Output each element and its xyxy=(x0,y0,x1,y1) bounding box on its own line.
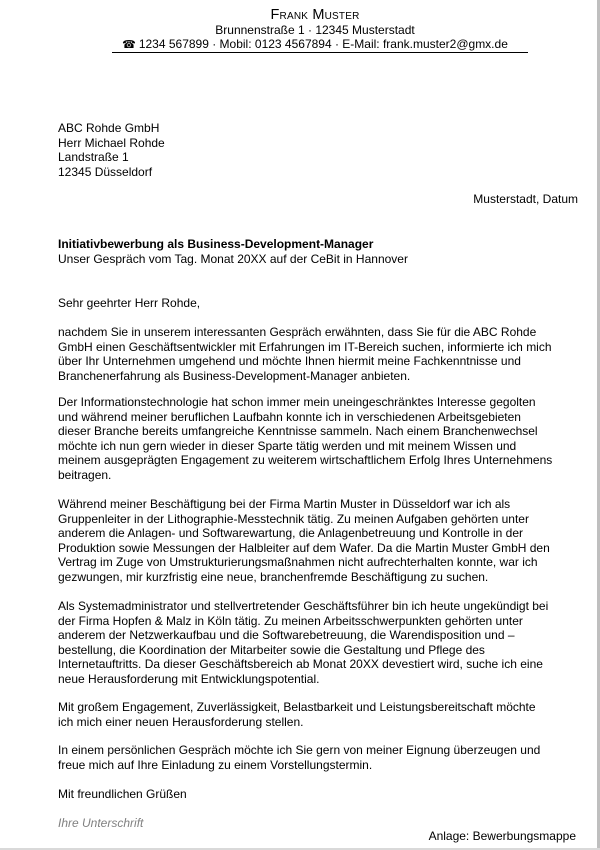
date-line: Musterstadt, Datum xyxy=(473,192,578,206)
letterhead-divider xyxy=(112,52,528,53)
paragraph-line: neue Herausforderung mit Entwicklungspotential. xyxy=(58,671,320,686)
paragraph-line: meinem ausgeprägten Engagement zu weiterem wirtschaftlichem Erfolg Ihres Unternehmens xyxy=(58,453,553,468)
paragraph-line: Der Informationstechnologie hat schon immer mein uneingeschränktes Interesse gegolten xyxy=(58,395,536,409)
paragraph-line: freue mich auf Ihre Einladung zu einem Vorstellungstermin. xyxy=(58,757,373,772)
subject-subtitle: Unser Gespräch vom Tag. Monat 20XX auf der CeBit in Hannover xyxy=(58,251,408,266)
paragraph-line: ich mich einer neuen Herausforderung stellen. xyxy=(58,714,304,729)
paragraph-line: Als Systemadministrator und stellvertretender Geschäftsführer bin ich heute ungekündigt bei xyxy=(58,599,549,613)
paragraph-line: beitragen. xyxy=(58,467,112,482)
recipient-address xyxy=(58,121,578,179)
paragraph-line: Während meiner Beschäftigung bei der Firma Martin Muster in Düsseldorf war ich als xyxy=(58,497,511,511)
paragraph-line: Branchenerfahrung als Business-Development-Manager anbieten. xyxy=(58,368,411,383)
salutation: Sehr geehrter Herr Rohde, xyxy=(58,296,201,310)
signature-placeholder: Ihre Unterschrift xyxy=(58,816,144,830)
paragraph-line: Internetauftritts. Da dieser Geschäftsbereich ab Monat 20XX devestiert wird, suche ich eine xyxy=(58,657,543,672)
subject xyxy=(58,237,578,266)
sender-name: Frank Muster xyxy=(270,7,360,23)
paragraph-line: möchte ich nun gern wieder in dieser Sparte tätig werden und mit meinem Wissen und xyxy=(58,438,517,453)
body-paragraph xyxy=(58,395,578,483)
body-paragraph xyxy=(58,599,578,687)
paragraph-line: über Ihr Unternehmen umgehend und möchte Ihnen hiermit meine Fachkenntnisse und xyxy=(58,354,521,369)
sender-address: Brunnenstraße 1 · 12345 Musterstadt xyxy=(215,23,415,37)
paragraph-line: anderem die Anlagen- und Softwarewartung, die Anlagenbetreuung und Kontrolle in der xyxy=(58,526,523,541)
paragraph-line: Gruppenleiter in der Lithographie-Messtechnik tätig. Zu meinen Aufgaben gehörten unter xyxy=(58,511,529,526)
recipient-person: Herr Michael Rohde xyxy=(58,135,165,150)
paragraph-line: Produktion sowie Messungen der Halbleiter auf dem Wafer. Da die Martin Muster GmbH den xyxy=(58,540,550,555)
recipient-city: 12345 Düsseldorf xyxy=(58,164,153,179)
paragraph-line: dieser Branche bereits umfangreiche Kenntnisse sammeln. Nach einem Branchenwechsel xyxy=(58,424,538,439)
paragraph-line: Mit großem Engagement, Zuverlässigkeit, Belastbarkeit und Leistungsbereitschaft möchte xyxy=(58,700,536,714)
sender-contact: 1234 567899 · Mobil: 0123 4567894 · E-Mail: frank.muster2@gmx.de xyxy=(138,37,508,51)
sender-contact-line xyxy=(0,37,600,53)
paragraph-line: In einem persönlichen Gespräch möchte ich Sie gern von meiner Eignung überzeugen und xyxy=(58,743,541,757)
paragraph-line: bestellung, die Koordination der Mitarbeiter sowie die Gestaltung und Pflege des xyxy=(58,642,485,657)
telephone-icon: ☎ xyxy=(122,39,136,51)
paragraph-line: anderem der Netzwerkaufbau und die Softwarebetreuung, die Warendisposition und – xyxy=(58,628,515,643)
recipient-company: ABC Rohde GmbH xyxy=(58,121,160,135)
body-paragraph xyxy=(58,743,578,772)
paragraph-line: gezwungen, mir kurzfristig eine neue, branchenfremde Beschäftigung zu suchen. xyxy=(58,569,489,584)
recipient-street: Landstraße 1 xyxy=(58,150,129,165)
body-paragraph xyxy=(58,325,578,383)
closing: Mit freundlichen Grüßen xyxy=(58,787,187,801)
enclosure-note: Anlage: Bewerbungsmappe xyxy=(428,829,576,843)
paragraph-line: GmbH einen Geschäftsentwickler mit Erfahrungen im IT-Bereich suchen, informierte ich mich xyxy=(58,339,552,354)
paragraph-line: Vertrag im Zuge von Umstrukturierungsmaßnahmen nicht aufrechterhalten konnte, war ich xyxy=(58,555,538,570)
paragraph-line: der Firma Hopfen & Malz in Köln tätig. Zu meinen Arbeitsschwerpunkten gehörten unter xyxy=(58,613,523,628)
paragraph-line: nachdem Sie in unserem interessanten Gespräch erwähnten, dass Sie für die ABC Rohde xyxy=(58,325,537,339)
paragraph-line: und während meiner beruflichen Laufbahn konnte ich in verschiedenen Arbeitsgebieten xyxy=(58,409,521,424)
body-paragraph xyxy=(58,497,578,585)
subject-title: Initiativbewerbung als Business-Development-Manager xyxy=(58,237,374,251)
body-paragraph xyxy=(58,700,578,729)
